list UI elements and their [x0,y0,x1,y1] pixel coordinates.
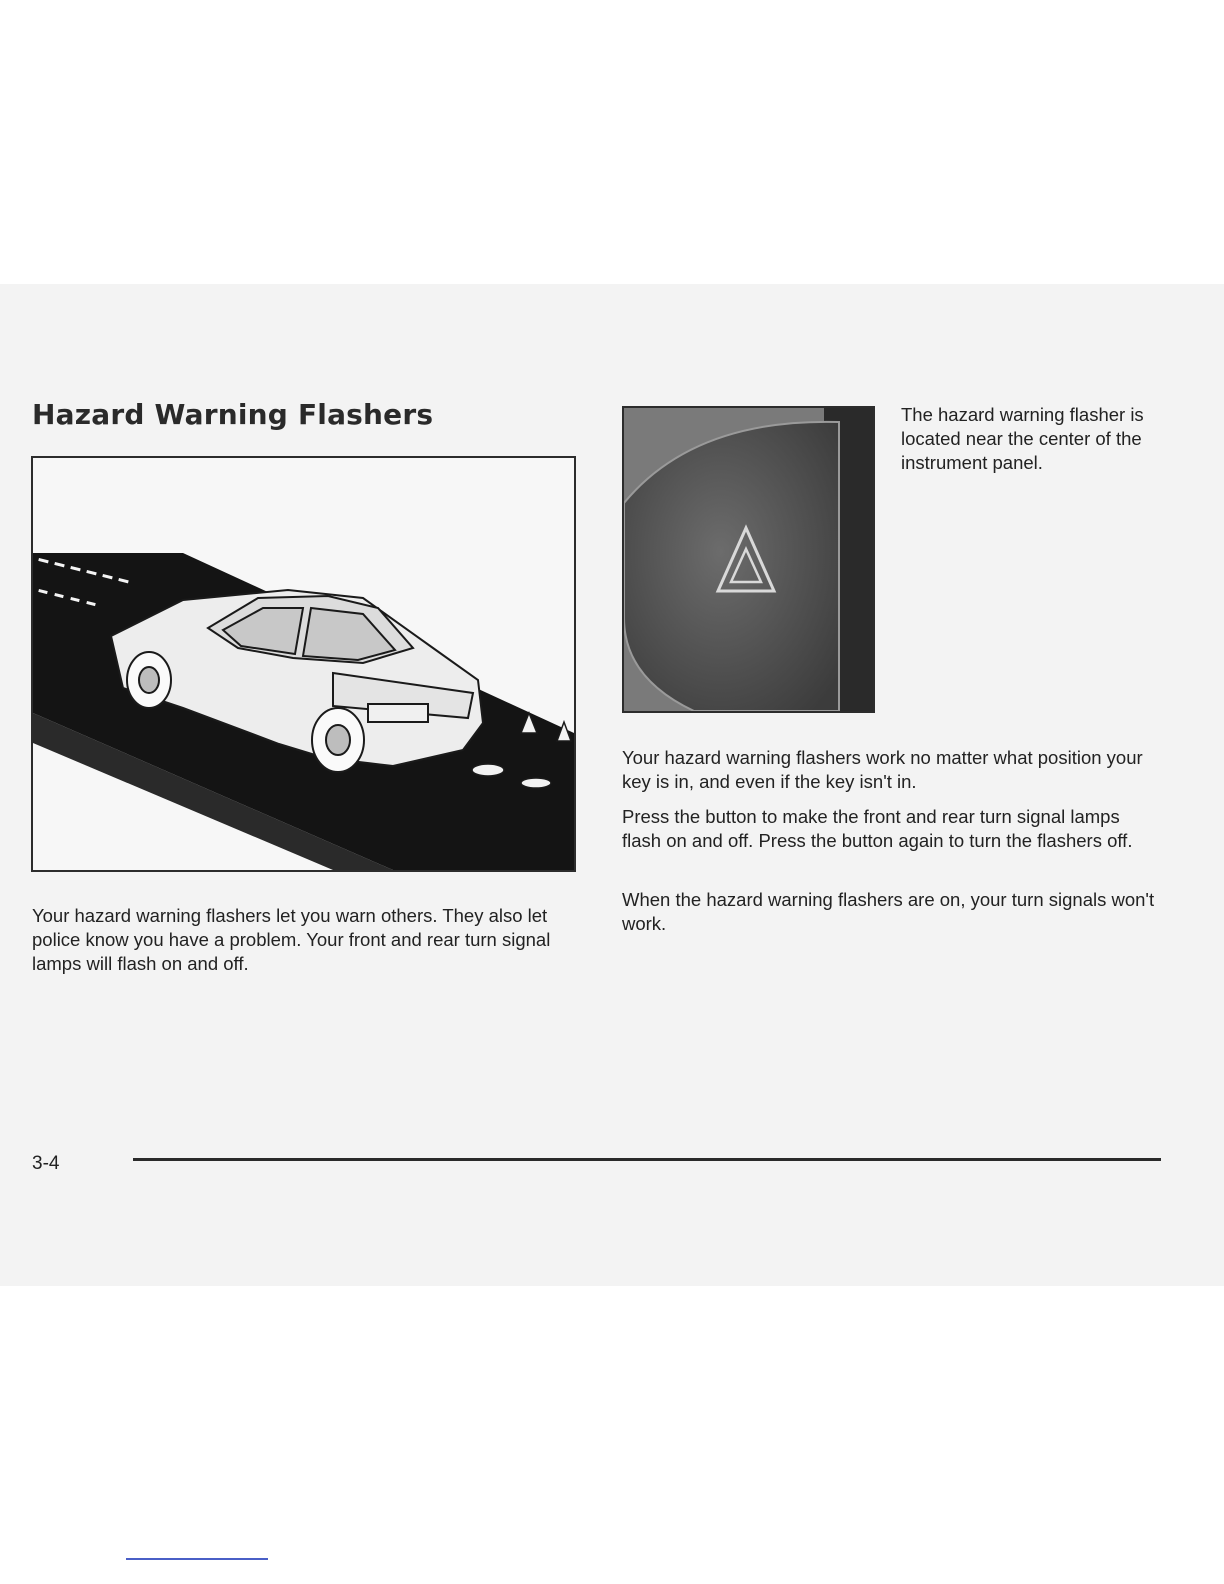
link-underline [126,1558,268,1560]
figure-caption: The hazard warning flasher is located near the center of the instrument panel. [901,404,1144,473]
intro-paragraph: Your hazard warning flashers let you warn others. They also let police know you have a problem. Your front and rear turn signal lamps will flash on and off. [32,905,551,974]
paragraph-turn-signals: When the hazard warning flashers are on, your turn signals won't work. [622,889,1155,934]
footer-rule [133,1158,1161,1161]
page-title: Hazard Warning Flashers [32,398,434,431]
paragraph-key-position: Your hazard warning flashers work no matter what position your key is in, and even if the key isn't in. [622,747,1143,792]
car-on-road-illustration [31,456,576,872]
page-number: 3-4 [32,1153,60,1174]
paragraph-press-button: Press the button to make the front and rear turn signal lamps flash on and off. Press the button again to turn the flashers off. [622,806,1133,851]
hazard-button-photo [622,406,875,713]
